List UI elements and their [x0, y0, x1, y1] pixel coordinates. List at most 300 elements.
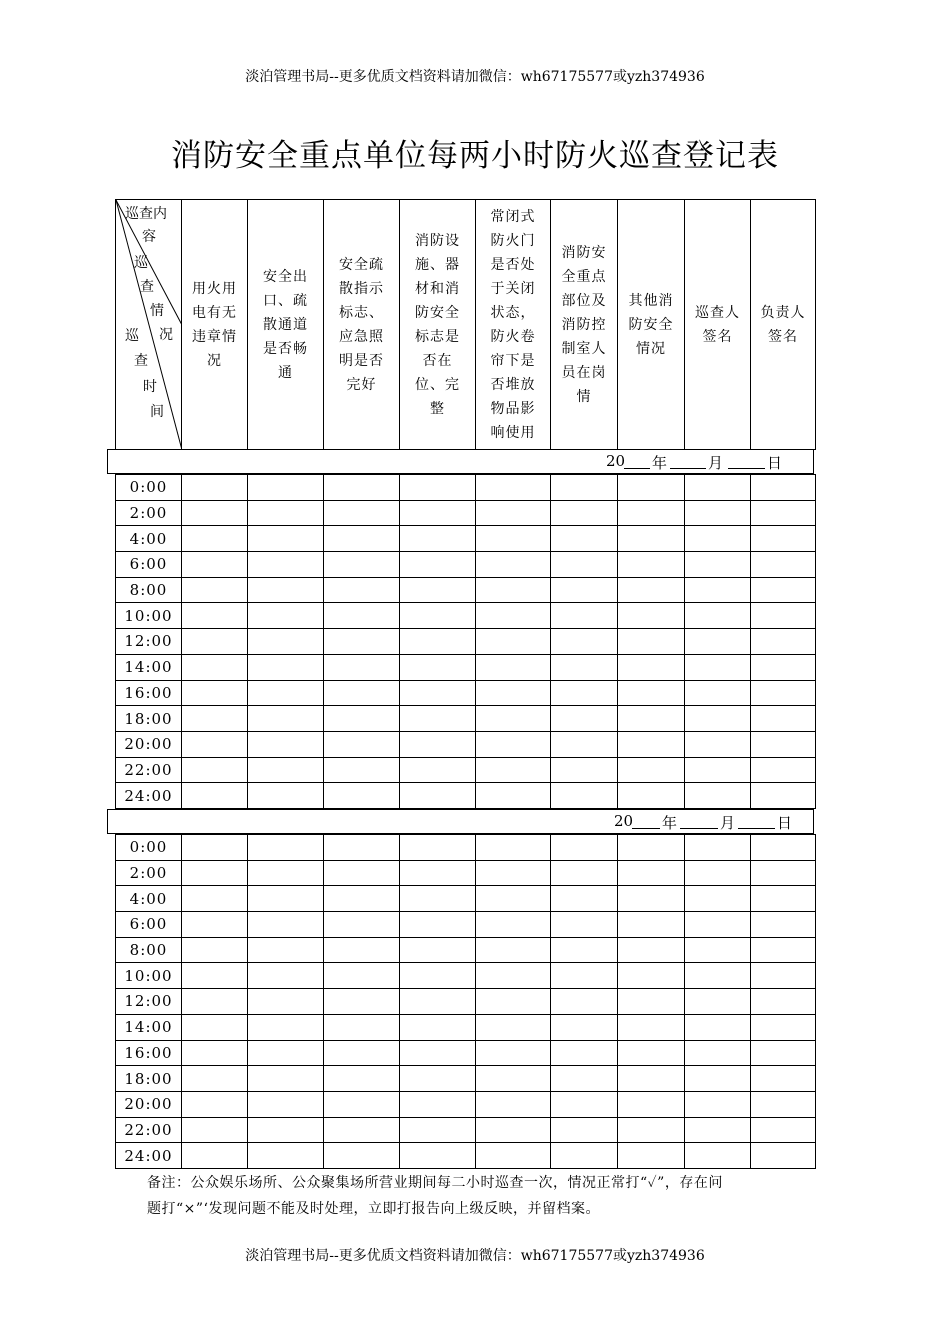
time-table [115, 474, 816, 809]
entry-cell[interactable] [551, 731, 618, 757]
entry-cell[interactable] [751, 1143, 816, 1169]
entry-cell[interactable] [248, 475, 324, 501]
entry-cell[interactable] [685, 577, 751, 603]
entry-cell[interactable] [751, 937, 816, 963]
day-blank[interactable] [728, 452, 765, 469]
entry-cell[interactable] [182, 783, 248, 809]
entry-cell[interactable] [476, 731, 551, 757]
entry-cell[interactable] [618, 680, 685, 706]
entry-cell[interactable] [182, 1091, 248, 1117]
year-blank[interactable] [624, 452, 650, 469]
entry-cell[interactable] [685, 912, 751, 938]
entry-cell[interactable] [551, 989, 618, 1015]
entry-cell[interactable] [685, 475, 751, 501]
entry-cell[interactable] [685, 500, 751, 526]
table-row [116, 577, 816, 603]
entry-cell[interactable] [551, 886, 618, 912]
entry-cell[interactable] [685, 860, 751, 886]
entry-cell[interactable] [400, 475, 476, 501]
entry-cell[interactable] [182, 680, 248, 706]
entry-cell[interactable] [751, 552, 816, 578]
entry-cell[interactable] [751, 835, 816, 861]
table-row [116, 783, 816, 809]
entry-cell[interactable] [324, 1143, 400, 1169]
entry-cell[interactable] [324, 475, 400, 501]
entry-cell[interactable] [400, 989, 476, 1015]
entry-cell[interactable] [685, 886, 751, 912]
entry-cell[interactable] [685, 1091, 751, 1117]
entry-cell[interactable] [685, 963, 751, 989]
entry-cell[interactable] [248, 783, 324, 809]
entry-cell[interactable] [182, 1040, 248, 1066]
entry-cell[interactable] [685, 1014, 751, 1040]
entry-cell[interactable] [685, 757, 751, 783]
entry-cell[interactable] [476, 1066, 551, 1092]
entry-cell[interactable] [476, 706, 551, 732]
remark-line: 备注：公众娱乐场所、公众聚集场所营业期间每二小时巡查一次，情况正常打“✓”，存在问 [147, 1175, 723, 1191]
entry-cell[interactable] [751, 475, 816, 501]
entry-cell[interactable] [618, 1117, 685, 1143]
entry-cell[interactable] [324, 731, 400, 757]
entry-cell[interactable] [551, 603, 618, 629]
entry-cell[interactable] [248, 1040, 324, 1066]
column-header [618, 200, 685, 450]
entry-cell[interactable] [751, 1066, 816, 1092]
entry-cell[interactable] [751, 860, 816, 886]
entry-cell[interactable] [618, 912, 685, 938]
entry-cell[interactable] [476, 654, 551, 680]
column-header-line: 消防安 [561, 244, 607, 261]
entry-cell[interactable] [182, 963, 248, 989]
time-cell: 2:00 [116, 500, 182, 526]
entry-cell[interactable] [551, 475, 618, 501]
table-row [116, 1066, 816, 1092]
entry-cell[interactable] [751, 963, 816, 989]
entry-cell[interactable] [248, 706, 324, 732]
entry-cell[interactable] [476, 603, 551, 629]
entry-cell[interactable] [751, 706, 816, 732]
entry-cell[interactable] [618, 1014, 685, 1040]
column-header-line: 巡查人 [695, 304, 740, 321]
entry-cell[interactable] [324, 577, 400, 603]
time-cell: 22:00 [116, 757, 182, 783]
entry-cell[interactable] [685, 835, 751, 861]
entry-cell[interactable] [248, 654, 324, 680]
entry-cell[interactable] [248, 680, 324, 706]
remark-note [147, 1170, 807, 1222]
column-header [685, 200, 751, 450]
entry-cell[interactable] [182, 989, 248, 1015]
entry-cell[interactable] [551, 526, 618, 552]
entry-cell[interactable] [618, 706, 685, 732]
entry-cell[interactable] [182, 603, 248, 629]
entry-cell[interactable] [551, 1040, 618, 1066]
entry-cell[interactable] [182, 835, 248, 861]
month-blank[interactable] [670, 452, 706, 469]
entry-cell[interactable] [248, 500, 324, 526]
entry-cell[interactable] [618, 629, 685, 655]
entry-cell[interactable] [476, 860, 551, 886]
entry-cell[interactable] [400, 1091, 476, 1117]
entry-cell[interactable] [248, 963, 324, 989]
table-row [116, 963, 816, 989]
entry-cell[interactable] [618, 937, 685, 963]
entry-cell[interactable] [551, 860, 618, 886]
entry-cell[interactable] [182, 731, 248, 757]
entry-cell[interactable] [476, 629, 551, 655]
entry-cell[interactable] [751, 989, 816, 1015]
entry-cell[interactable] [248, 552, 324, 578]
entry-cell[interactable] [618, 963, 685, 989]
entry-cell[interactable] [182, 1014, 248, 1040]
entry-cell[interactable] [324, 937, 400, 963]
entry-cell[interactable] [618, 500, 685, 526]
entry-cell[interactable] [248, 603, 324, 629]
entry-cell[interactable] [182, 937, 248, 963]
entry-cell[interactable] [618, 552, 685, 578]
entry-cell[interactable] [618, 1143, 685, 1169]
entry-cell[interactable] [551, 577, 618, 603]
entry-cell[interactable] [751, 783, 816, 809]
entry-cell[interactable] [248, 835, 324, 861]
corner-label: 巡 [125, 328, 139, 344]
entry-cell[interactable] [324, 1014, 400, 1040]
entry-cell[interactable] [551, 1066, 618, 1092]
entry-cell[interactable] [324, 1040, 400, 1066]
entry-cell[interactable] [248, 860, 324, 886]
entry-cell[interactable] [324, 603, 400, 629]
time-cell: 0:00 [116, 475, 182, 501]
entry-cell[interactable] [400, 886, 476, 912]
corner-diagonal-cell [116, 200, 182, 450]
entry-cell[interactable] [618, 757, 685, 783]
column-header-line: 散指示 [339, 280, 384, 297]
entry-cell[interactable] [182, 706, 248, 732]
entry-cell[interactable] [182, 886, 248, 912]
entry-cell[interactable] [248, 526, 324, 552]
entry-cell[interactable] [618, 1091, 685, 1117]
entry-cell[interactable] [248, 731, 324, 757]
year-blank[interactable] [632, 812, 660, 829]
date-day-label: 日 [767, 454, 783, 472]
entry-cell[interactable] [551, 1014, 618, 1040]
column-header-line: 防火门 [490, 232, 536, 249]
entry-cell[interactable] [182, 629, 248, 655]
entry-cell[interactable] [476, 1014, 551, 1040]
entry-cell[interactable] [751, 526, 816, 552]
entry-cell[interactable] [685, 731, 751, 757]
entry-cell[interactable] [751, 757, 816, 783]
entry-cell[interactable] [685, 654, 751, 680]
entry-cell[interactable] [182, 577, 248, 603]
entry-cell[interactable] [618, 886, 685, 912]
entry-cell[interactable] [400, 629, 476, 655]
entry-cell[interactable] [685, 603, 751, 629]
entry-cell[interactable] [551, 629, 618, 655]
entry-cell[interactable] [476, 1091, 551, 1117]
entry-cell[interactable] [248, 1091, 324, 1117]
entry-cell[interactable] [324, 886, 400, 912]
entry-cell[interactable] [324, 757, 400, 783]
entry-cell[interactable] [248, 912, 324, 938]
entry-cell[interactable] [685, 937, 751, 963]
entry-cell[interactable] [551, 552, 618, 578]
entry-cell[interactable] [551, 1143, 618, 1169]
entry-cell[interactable] [182, 912, 248, 938]
column-header [476, 200, 551, 450]
entry-cell[interactable] [751, 1040, 816, 1066]
entry-cell[interactable] [476, 577, 551, 603]
entry-cell[interactable] [324, 989, 400, 1015]
entry-cell[interactable] [751, 1014, 816, 1040]
entry-cell[interactable] [324, 552, 400, 578]
entry-cell[interactable] [324, 835, 400, 861]
entry-cell[interactable] [400, 731, 476, 757]
entry-cell[interactable] [182, 1117, 248, 1143]
entry-cell[interactable] [182, 654, 248, 680]
entry-cell[interactable] [551, 706, 618, 732]
entry-cell[interactable] [400, 937, 476, 963]
entry-cell[interactable] [324, 963, 400, 989]
corner-label: 巡 [134, 255, 148, 271]
entry-cell[interactable] [182, 526, 248, 552]
entry-cell[interactable] [751, 577, 816, 603]
table-row [116, 680, 816, 706]
entry-cell[interactable] [618, 526, 685, 552]
entry-cell[interactable] [324, 1066, 400, 1092]
column-header-line: 明是否 [339, 352, 384, 369]
month-blank[interactable] [680, 812, 718, 829]
entry-cell[interactable] [551, 500, 618, 526]
column-header [551, 200, 618, 450]
entry-cell[interactable] [248, 1014, 324, 1040]
entry-cell[interactable] [618, 783, 685, 809]
entry-cell[interactable] [182, 1066, 248, 1092]
table-row [116, 989, 816, 1015]
entry-cell[interactable] [685, 680, 751, 706]
entry-cell[interactable] [324, 1117, 400, 1143]
entry-cell[interactable] [248, 1117, 324, 1143]
entry-cell[interactable] [182, 1143, 248, 1169]
entry-cell[interactable] [476, 963, 551, 989]
entry-cell[interactable] [751, 603, 816, 629]
entry-cell[interactable] [182, 552, 248, 578]
date-row [107, 809, 814, 834]
entry-cell[interactable] [476, 680, 551, 706]
entry-cell[interactable] [400, 603, 476, 629]
entry-cell[interactable] [324, 680, 400, 706]
entry-cell[interactable] [400, 500, 476, 526]
entry-cell[interactable] [182, 475, 248, 501]
time-cell: 24:00 [116, 1143, 182, 1169]
entry-cell[interactable] [400, 1143, 476, 1169]
entry-cell[interactable] [400, 835, 476, 861]
date-row [107, 449, 814, 474]
remark-line: 题打“×”‘发现问题不能及时处理，立即打报告向上级反映，并留档案。 [147, 1201, 600, 1217]
entry-cell[interactable] [476, 989, 551, 1015]
entry-cell[interactable] [551, 783, 618, 809]
entry-cell[interactable] [476, 1117, 551, 1143]
entry-cell[interactable] [476, 475, 551, 501]
entry-cell[interactable] [476, 500, 551, 526]
entry-cell[interactable] [476, 552, 551, 578]
column-header-line: 是否畅 [263, 340, 308, 357]
time-cell: 14:00 [116, 654, 182, 680]
entry-cell[interactable] [551, 1117, 618, 1143]
entry-cell[interactable] [400, 1014, 476, 1040]
entry-cell[interactable] [248, 937, 324, 963]
entry-cell[interactable] [751, 654, 816, 680]
entry-cell[interactable] [551, 937, 618, 963]
corner-label: 间 [150, 404, 164, 420]
entry-cell[interactable] [618, 603, 685, 629]
entry-cell[interactable] [324, 860, 400, 886]
entry-cell[interactable] [618, 1040, 685, 1066]
entry-cell[interactable] [476, 886, 551, 912]
entry-cell[interactable] [324, 500, 400, 526]
entry-cell[interactable] [551, 835, 618, 861]
entry-cell[interactable] [751, 1091, 816, 1117]
entry-cell[interactable] [324, 1091, 400, 1117]
day-blank[interactable] [738, 812, 775, 829]
entry-cell[interactable] [751, 886, 816, 912]
table-row [116, 475, 816, 501]
entry-cell[interactable] [182, 757, 248, 783]
entry-cell[interactable] [324, 654, 400, 680]
entry-cell[interactable] [751, 680, 816, 706]
entry-cell[interactable] [400, 963, 476, 989]
entry-cell[interactable] [476, 526, 551, 552]
table-row [116, 731, 816, 757]
entry-cell[interactable] [751, 731, 816, 757]
entry-cell[interactable] [400, 1066, 476, 1092]
entry-cell[interactable] [685, 1066, 751, 1092]
entry-cell[interactable] [685, 1117, 751, 1143]
entry-cell[interactable] [685, 526, 751, 552]
column-header-line: 防安全 [415, 304, 460, 321]
date-year-prefix: 20 [614, 812, 634, 830]
entry-cell[interactable] [476, 1040, 551, 1066]
entry-cell[interactable] [685, 1143, 751, 1169]
entry-cell[interactable] [182, 500, 248, 526]
column-header [400, 200, 476, 450]
entry-cell[interactable] [618, 989, 685, 1015]
entry-cell[interactable] [400, 706, 476, 732]
column-header-line: 情 [576, 388, 592, 405]
entry-cell[interactable] [476, 912, 551, 938]
entry-cell[interactable] [618, 577, 685, 603]
entry-cell[interactable] [618, 1066, 685, 1092]
time-table [115, 834, 816, 1169]
entry-cell[interactable] [685, 706, 751, 732]
entry-cell[interactable] [400, 757, 476, 783]
entry-cell[interactable] [324, 706, 400, 732]
entry-cell[interactable] [400, 680, 476, 706]
entry-cell[interactable] [248, 1066, 324, 1092]
entry-cell[interactable] [248, 757, 324, 783]
table-row [116, 1014, 816, 1040]
entry-cell[interactable] [618, 731, 685, 757]
entry-cell[interactable] [324, 912, 400, 938]
entry-cell[interactable] [476, 1143, 551, 1169]
date-year-label: 年 [652, 454, 668, 472]
entry-cell[interactable] [400, 783, 476, 809]
date-month-label: 月 [720, 814, 736, 832]
entry-cell[interactable] [400, 552, 476, 578]
entry-cell[interactable] [685, 1040, 751, 1066]
entry-cell[interactable] [400, 577, 476, 603]
entry-cell[interactable] [751, 1117, 816, 1143]
entry-cell[interactable] [551, 757, 618, 783]
entry-cell[interactable] [476, 783, 551, 809]
column-header-line: 情况 [636, 340, 666, 357]
entry-cell[interactable] [248, 989, 324, 1015]
corner-label: 容 [142, 229, 156, 245]
entry-cell[interactable] [618, 654, 685, 680]
entry-cell[interactable] [400, 912, 476, 938]
time-cell: 16:00 [116, 680, 182, 706]
entry-cell[interactable] [248, 577, 324, 603]
corner-label: 查 [140, 279, 154, 295]
entry-cell[interactable] [618, 835, 685, 861]
entry-cell[interactable] [618, 860, 685, 886]
column-header-line: 防火卷 [490, 328, 536, 345]
corner-label: 时 [143, 379, 157, 395]
entry-cell[interactable] [751, 500, 816, 526]
entry-cell[interactable] [400, 526, 476, 552]
table-row [116, 603, 816, 629]
time-cell: 10:00 [116, 963, 182, 989]
entry-cell[interactable] [248, 1143, 324, 1169]
entry-cell[interactable] [248, 886, 324, 912]
entry-cell[interactable] [476, 757, 551, 783]
column-header-line: 响使用 [490, 424, 536, 441]
entry-cell[interactable] [248, 629, 324, 655]
entry-cell[interactable] [685, 783, 751, 809]
entry-cell[interactable] [400, 1040, 476, 1066]
entry-cell[interactable] [551, 912, 618, 938]
entry-cell[interactable] [324, 526, 400, 552]
column-header-line: 口、疏 [263, 292, 308, 309]
entry-cell[interactable] [551, 654, 618, 680]
entry-cell[interactable] [182, 860, 248, 886]
entry-cell[interactable] [551, 963, 618, 989]
entry-cell[interactable] [476, 835, 551, 861]
entry-cell[interactable] [551, 1091, 618, 1117]
column-header-line: 消防控 [561, 316, 607, 333]
entry-cell[interactable] [618, 475, 685, 501]
column-header-line: 常闭式 [490, 208, 536, 225]
entry-cell[interactable] [685, 552, 751, 578]
entry-cell[interactable] [685, 989, 751, 1015]
entry-cell[interactable] [400, 654, 476, 680]
entry-cell[interactable] [751, 629, 816, 655]
entry-cell[interactable] [751, 912, 816, 938]
column-header-line: 部位及 [561, 292, 607, 309]
entry-cell[interactable] [324, 783, 400, 809]
time-cell: 4:00 [116, 886, 182, 912]
entry-cell[interactable] [685, 629, 751, 655]
entry-cell[interactable] [400, 860, 476, 886]
table-row [116, 937, 816, 963]
entry-cell[interactable] [476, 937, 551, 963]
entry-cell[interactable] [400, 1117, 476, 1143]
column-header-line: 况 [207, 352, 222, 369]
entry-cell[interactable] [324, 629, 400, 655]
page-title: 消防安全重点单位每两小时防火巡查登记表 [171, 138, 779, 174]
entry-cell[interactable] [551, 680, 618, 706]
time-cell: 12:00 [116, 989, 182, 1015]
